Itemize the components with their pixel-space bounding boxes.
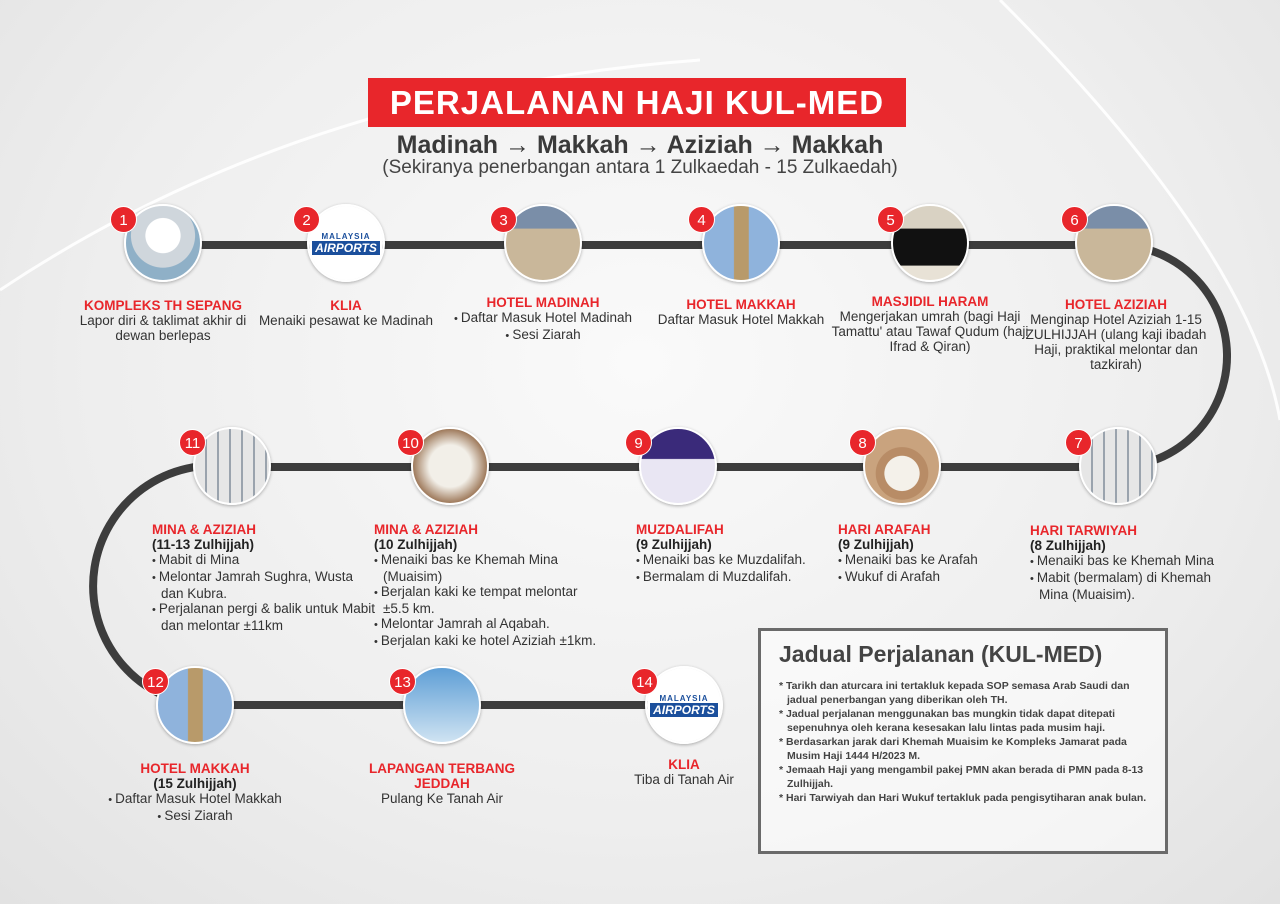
stop-7-label — [1030, 523, 1220, 602]
flight-period-note: (Sekiranya penerbangan antara 1 Zulkaedah - 15 Zulkaedah) — [382, 157, 898, 178]
stop-title: KOMPLEKS TH SEPANG — [83, 298, 242, 313]
stop-title: MINA & AZIZIAH — [374, 522, 478, 537]
stop-6-label — [1016, 297, 1216, 372]
stop-activity: • Sesi Ziarah — [108, 808, 281, 825]
stop-title: HARI ARAFAH — [838, 522, 931, 537]
stop-11-label — [152, 522, 377, 633]
stop-activity: • Daftar Masuk Hotel Makkah — [108, 791, 281, 808]
stop-date: (15 Zulhijjah) — [153, 776, 237, 791]
stop-description: Tiba di Tanah Air — [634, 772, 734, 787]
stop-activity: • Menaiki bas ke Muzdalifah. — [636, 552, 826, 569]
stop-activity: • Sesi Ziarah — [454, 327, 632, 344]
step-number-badge: 3 — [490, 206, 517, 233]
logo-text: AIRPORTS — [312, 241, 380, 255]
stop-13-label — [342, 761, 542, 806]
stop-title: HOTEL MADINAH — [486, 295, 600, 310]
step-number-badge: 13 — [389, 668, 416, 695]
stop-3-label — [443, 295, 643, 344]
stop-title: MUZDALIFAH — [636, 522, 724, 537]
note-item: * Hari Tarwiyah dan Hari Wukuf tertakluk pada pengisytiharan anak bulan. — [779, 792, 1147, 804]
stop-activity: • Menaiki bas ke Arafah — [838, 552, 1028, 569]
stop-title: MASJIDIL HARAM — [871, 294, 989, 309]
step-number-badge: 12 — [142, 668, 169, 695]
stop-activity: • Mabit (bermalam) di Khemah Mina (Muaisim). — [1030, 570, 1220, 602]
stop-activity: • Berjalan kaki ke tempat melontar ±5.5 km. — [374, 584, 599, 616]
stop-description: Menginap Hotel Aziziah 1-15 ZULHIJJAH (ulang kaji ibadah Haji, praktikal melontar dan tazkirah) — [1025, 312, 1207, 372]
stop-title: HOTEL MAKKAH — [140, 761, 250, 776]
note-item: * Berdasarkan jarak dari Khemah Muaisim ke Kompleks Jamarat pada Musim Haji 1444 H/2023 M. — [779, 736, 1127, 762]
stop-activities — [108, 791, 281, 825]
stop-title: MINA & AZIZIAH — [152, 522, 256, 537]
stop-5-label — [830, 294, 1030, 354]
stop-activity: • Wukuf di Arafah — [838, 569, 1028, 586]
step-number-badge: 1 — [110, 206, 137, 233]
step-number-badge: 2 — [293, 206, 320, 233]
malaysia-airports-logo — [309, 206, 383, 280]
stop-activities — [374, 552, 599, 650]
notes-title: Jadual Perjalanan (KUL-MED) — [779, 641, 1103, 667]
stop-activities — [838, 552, 1028, 586]
step-number-badge: 6 — [1061, 206, 1088, 233]
note-item: * Jadual perjalanan menggunakan bas mungkin tidak dapat ditepati sepenuhnya oleh kerana kesesakan lalu lintas pada musim haji. — [779, 708, 1116, 734]
stop-title: KLIA — [668, 757, 700, 772]
stop-date: (9 Zulhijjah) — [838, 537, 914, 552]
stop-title: HOTEL AZIZIAH — [1065, 297, 1167, 312]
stop-9-label — [636, 522, 826, 586]
step-number-badge: 11 — [179, 429, 206, 456]
stop-1-label — [63, 298, 263, 343]
stop-8-label — [838, 522, 1028, 586]
notes-panel — [758, 628, 1168, 854]
stop-activity: • Melontar Jamrah Sughra, Wusta dan Kubra. — [152, 569, 377, 601]
stop-activity: • Menaiki bas ke Khemah Mina (Muaisim) — [374, 552, 599, 584]
stop-activity: • Melontar Jamrah al Aqabah. — [374, 616, 599, 633]
stop-activity: • Perjalanan pergi & balik untuk Mabit dan melontar ±11km — [152, 601, 377, 633]
note-item: * Jemaah Haji yang mengambil pakej PMN akan berada di PMN pada 8-13 Zulhijjah. — [779, 764, 1144, 790]
stop-title: LAPANGAN TERBANG JEDDAH — [369, 761, 515, 791]
route-subtitle: Madinah → Makkah → Aziziah → Makkah — [396, 131, 884, 159]
stop-activities — [454, 310, 632, 344]
step-number-badge: 14 — [631, 668, 658, 695]
stop-activity: • Menaiki bas ke Khemah Mina — [1030, 553, 1220, 570]
stop-date: (9 Zulhijjah) — [636, 537, 712, 552]
logo-text: MALAYSIA — [659, 693, 709, 703]
stop-description: Menaiki pesawat ke Madinah — [258, 313, 434, 328]
stop-activities — [1030, 553, 1220, 602]
step-number-badge: 5 — [877, 206, 904, 233]
stop-activities — [152, 552, 377, 633]
page-title: PERJALANAN HAJI KUL-MED — [368, 78, 906, 127]
stop-title: HARI TARWIYAH — [1030, 523, 1138, 538]
stop-10-label — [374, 522, 599, 650]
step-number-badge: 10 — [397, 429, 424, 456]
stop-date: (10 Zulhijjah) — [374, 537, 458, 552]
step-number-badge: 4 — [688, 206, 715, 233]
stop-4-label — [641, 297, 841, 327]
stop-description: Pulang Ke Tanah Air — [380, 791, 504, 806]
stop-date: (8 Zulhijjah) — [1030, 538, 1106, 553]
logo-text: MALAYSIA — [321, 231, 371, 241]
note-item: * Tarikh dan aturcara ini tertakluk kepada SOP semasa Arab Saudi dan jadual penerbangan yang diberikan oleh TH. — [779, 680, 1130, 706]
stop-title: KLIA — [330, 298, 362, 313]
stop-2-label — [246, 298, 446, 328]
stop-14-label — [584, 757, 784, 787]
stop-activity: • Mabit di Mina — [152, 552, 377, 569]
stop-activity: • Daftar Masuk Hotel Madinah — [454, 310, 632, 327]
stop-activities — [636, 552, 826, 586]
stop-date: (11-13 Zulhijjah) — [152, 537, 255, 552]
stop-title: HOTEL MAKKAH — [686, 297, 796, 312]
step-number-badge: 7 — [1065, 429, 1092, 456]
stop-description: Mengerjakan umrah (bagi Haji Tamattu' atau Tawaf Qudum (haji Ifrad & Qiran) — [831, 309, 1029, 354]
stop-12-label — [95, 761, 295, 825]
stop-description: Lapor diri & taklimat akhir di dewan berlepas — [79, 313, 247, 343]
stop-description: Daftar Masuk Hotel Makkah — [657, 312, 825, 327]
malaysia-airports-logo — [647, 668, 721, 742]
stop-activity: • Berjalan kaki ke hotel Aziziah ±1km. — [374, 633, 599, 650]
step-number-badge: 9 — [625, 429, 652, 456]
step-number-badge: 8 — [849, 429, 876, 456]
logo-text: AIRPORTS — [650, 703, 718, 717]
stop-activity: • Bermalam di Muzdalifah. — [636, 569, 826, 586]
